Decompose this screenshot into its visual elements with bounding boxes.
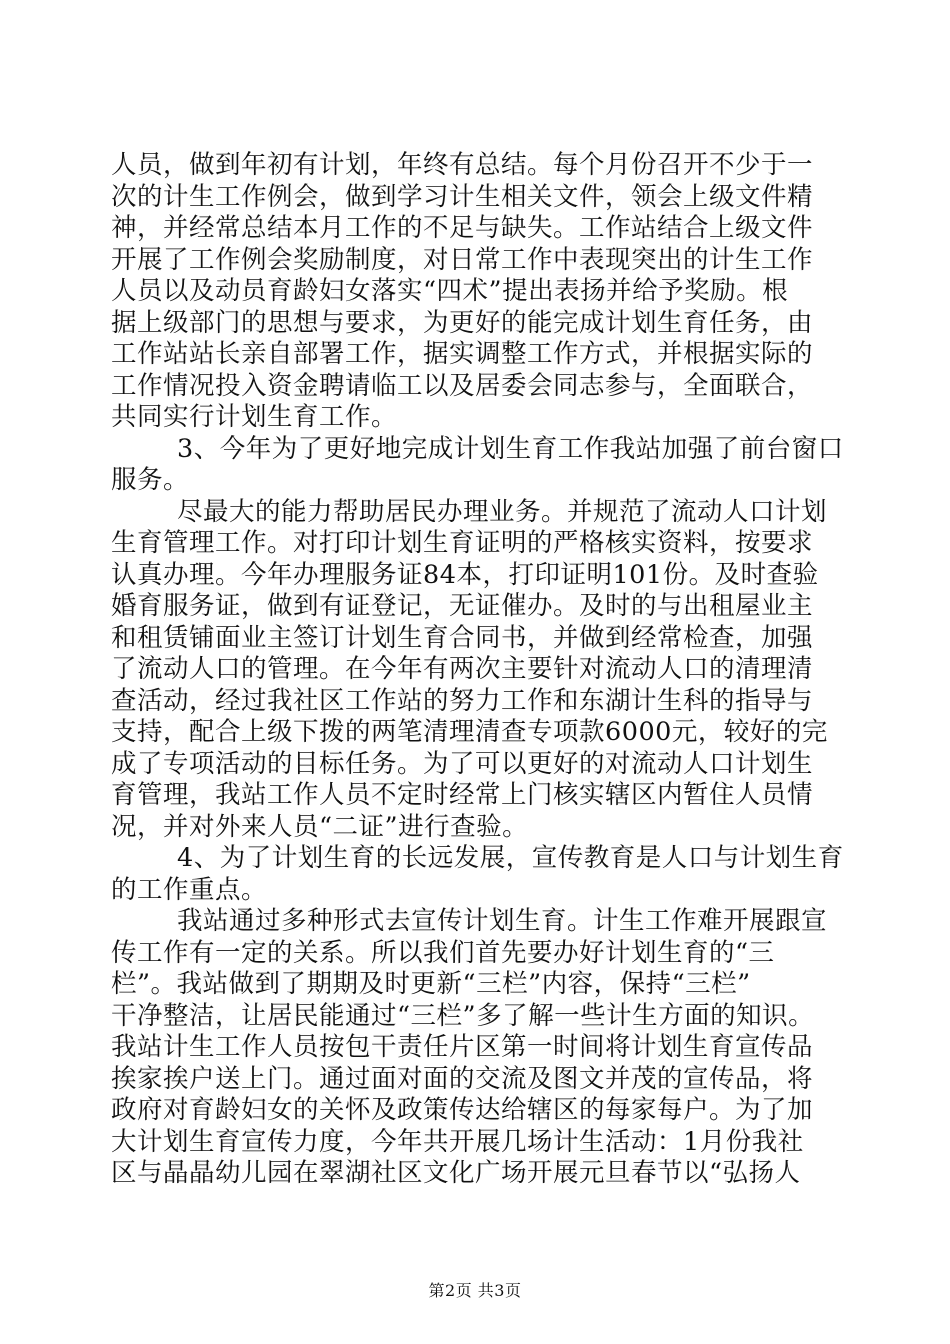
text-line: 生育管理工作。对打印计划生育证明的严格核实资料，按要求 bbox=[111, 528, 814, 558]
text-line: 政府对育龄妇女的关怀及政策传达给辖区的每家每户。为了加 bbox=[111, 1095, 814, 1125]
text-line: 4、为了计划生育的长远发展，宣传教育是人口与计划生育 bbox=[177, 843, 844, 873]
text-line: 况，并对外来人员“二证”进行查验。 bbox=[111, 811, 529, 842]
text-line: 我站通过多种形式去宣传计划生育。计生工作难开展跟宣 bbox=[177, 906, 828, 936]
text-line: 人员以及动员育龄妇女落实“四术”提出表扬并给予奖励。根 bbox=[111, 276, 789, 306]
text-line: 人员，做到年初有计划，年终有总结。每个月份召开不少于一 bbox=[111, 150, 814, 180]
text-line: 大计划生育宣传力度，今年共开展几场计生活动：1月份我社 bbox=[111, 1126, 804, 1157]
text-line: 我站计生工作人员按包干责任片区第一时间将计划生育宣传品 bbox=[111, 1032, 814, 1062]
text-line: 和租赁铺面业主签订计划生育合同书，并做到经常检查，加强 bbox=[111, 622, 814, 653]
text-line: 认真办理。今年办理服务证84本，打印证明101份。及时查验 bbox=[111, 559, 819, 590]
text-line: 查活动，经过我社区工作站的努力工作和东湖计生科的指导与 bbox=[111, 685, 814, 716]
text-line: 工作站站长亲自部署工作，据实调整工作方式，并根据实际的 bbox=[111, 339, 814, 369]
text-line: 尽最大的能力帮助居民办理业务。并规范了流动人口计划 bbox=[177, 496, 828, 527]
text-line: 3、今年为了更好地完成计划生育工作我站加强了前台窗口 bbox=[177, 433, 844, 464]
text-line: 神，并经常总结本月工作的不足与缺失。工作站结合上级文件 bbox=[111, 213, 814, 243]
text-line: 婚育服务证，做到有证登记，无证催办。及时的与出租屋业主 bbox=[111, 591, 814, 621]
text-line: 传工作有一定的关系。所以我们首先要办好计划生育的“三 bbox=[111, 937, 775, 968]
text-line: 育管理，我站工作人员不定时经常上门核实辖区内暂住人员情 bbox=[111, 780, 814, 810]
text-line: 的工作重点。 bbox=[111, 874, 268, 905]
document-body bbox=[111, 150, 846, 1190]
text-line: 据上级部门的思想与要求，为更好的能完成计划生育任务，由 bbox=[111, 307, 814, 338]
text-line: 区与晶晶幼儿园在翠湖社区文化广场开展元旦春节以“弘扬人 bbox=[111, 1158, 801, 1188]
text-line: 共同实行计划生育工作。 bbox=[111, 402, 398, 432]
text-line: 栏”。我站做到了期期及时更新“三栏”内容，保持“三栏” bbox=[111, 969, 751, 999]
text-line: 开展了工作例会奖励制度，对日常工作中表现突出的计生工作 bbox=[111, 244, 814, 275]
text-line: 支持，配合上级下拨的两笔清理清查专项款6000元，较好的完 bbox=[111, 717, 828, 747]
text-line: 成了专项活动的目标任务。为了可以更好的对流动人口计划生 bbox=[111, 748, 814, 779]
text-line: 服务。 bbox=[111, 465, 190, 495]
text-line: 了流动人口的管理。在今年有两次主要针对流动人口的清理清 bbox=[111, 654, 814, 684]
page-footer: 第2页 共3页 bbox=[428, 1281, 522, 1300]
text-line: 工作情况投入资金聘请临工以及居委会同志参与，全面联合， bbox=[111, 370, 814, 401]
text-line: 挨家挨户送上门。通过面对面的交流及图文并茂的宣传品，将 bbox=[111, 1063, 814, 1094]
text-line: 干净整洁，让居民能通过“三栏”多了解一些计生方面的知识。 bbox=[111, 1000, 815, 1031]
text-line: 次的计生工作例会，做到学习计生相关文件，领会上级文件精 bbox=[111, 181, 814, 212]
